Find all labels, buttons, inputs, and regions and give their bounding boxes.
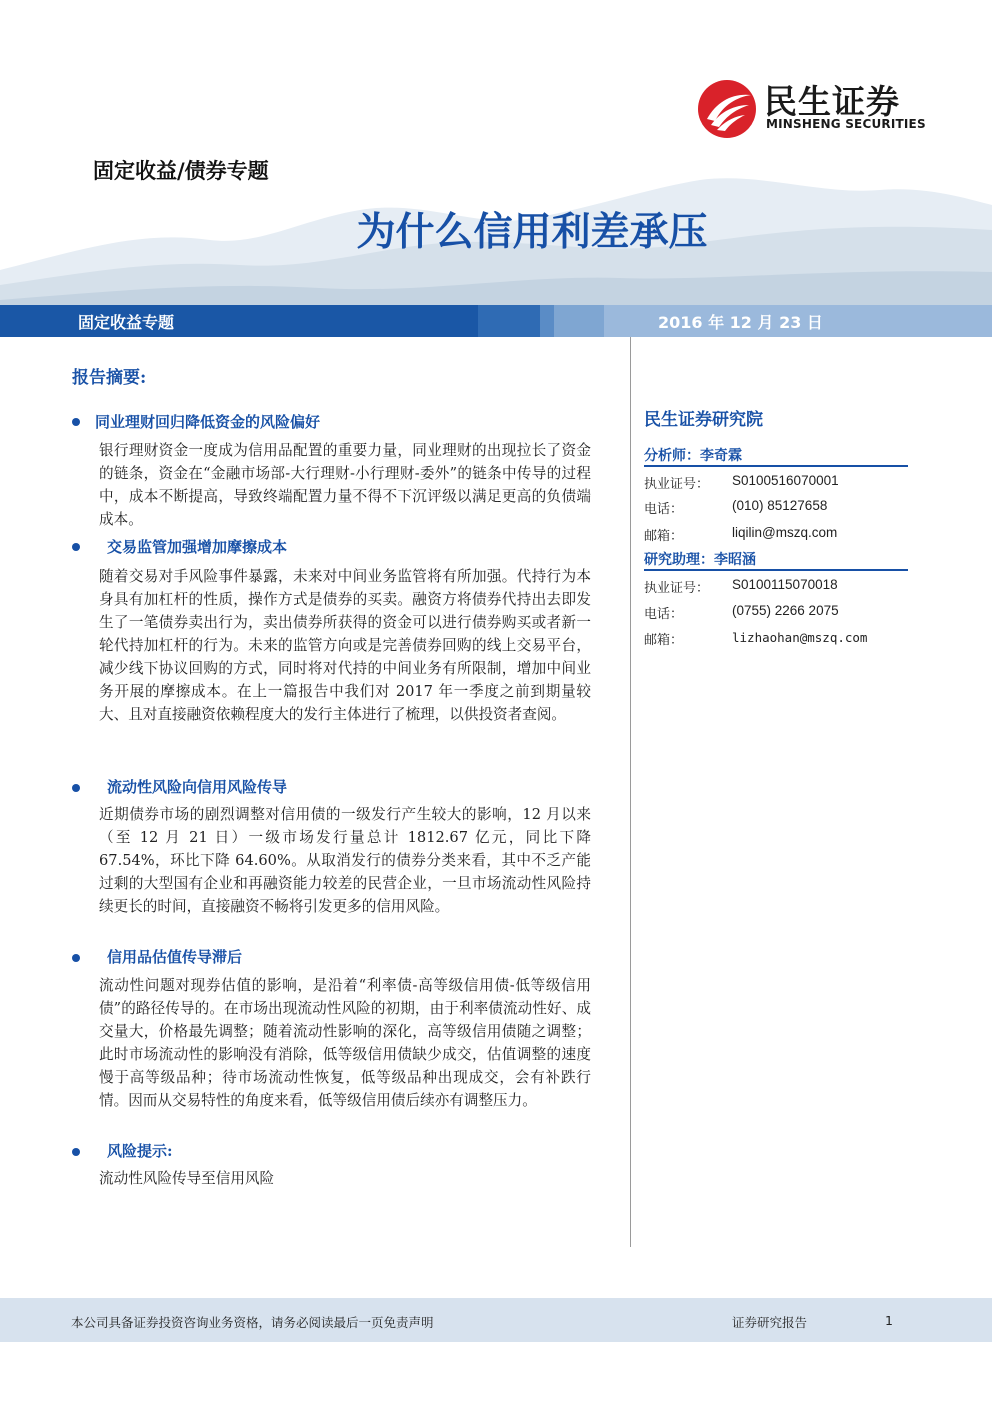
section-title: 交易监管加强增加摩擦成本 xyxy=(107,538,288,556)
institute-name: 民生证券研究院 xyxy=(644,410,763,430)
band-label: 固定收益专题 xyxy=(78,313,175,332)
report-category: 固定收益/债券专题 xyxy=(93,158,269,183)
section-title: 信用品估值传导滞后 xyxy=(107,948,243,966)
column-divider xyxy=(630,337,631,1247)
bullet-icon xyxy=(72,543,80,551)
section-title: 流动性风险向信用风险传导 xyxy=(107,778,288,796)
section-title: 同业理财回归降低资金的风险偏好 xyxy=(95,413,321,431)
minsheng-logo-icon xyxy=(697,79,757,139)
analyst-phone: (010) 85127658 xyxy=(732,498,828,513)
page-number: 1 xyxy=(885,1313,893,1328)
bullet-icon xyxy=(72,418,80,426)
report-title: 为什么信用利差承压 xyxy=(356,210,708,255)
phone-label: 电话： xyxy=(644,607,684,622)
section-body: 流动性问题对现券估值的影响，是沿着“利率债-高等级信用债-低等级信用债”的路径传导的。在市场出现流动性风险的初期，由于利率债流动性好、成交量大，价格最先调整；随着流动性影响的深化，高等级信用债随之调整；此时市场流动性的影响没有消除，低等级信用债缺少成交，估值调整的速度慢于高等级品种；待市场流动性恢复，低等级品种出现成交，会有补跌行情。因而从交易特性的角度来看，低等级信用债后续亦有调整压力。 xyxy=(99,977,591,1109)
section-title: 风险提示: xyxy=(107,1142,173,1160)
assistant-email[interactable]: lizhaohan@mszq.com xyxy=(732,630,868,645)
logo-english-name: MINSHENG SECURITIES xyxy=(766,117,926,131)
assistant-cert: S0100115070018 xyxy=(732,577,838,592)
footer-disclaimer: 本公司具备证券投资咨询业务资格，请务必阅读最后一页免责声明 xyxy=(71,1315,434,1330)
footer-report-type: 证券研究报告 xyxy=(732,1315,808,1330)
section-body: 银行理财资金一度成为信用品配置的重要力量，同业理财的出现拉长了资金的链条，资金在“金融市场部-大行理财-小行理财-委外”的链条中传导的过程中，成本不断提高，导致终端配置力量不得不下沉评级以满足更高的负债端成本。 xyxy=(99,442,591,528)
report-date: 2016 年 12 月 23 日 xyxy=(658,313,823,332)
section-body: 近期债券市场的剧烈调整对信用债的一级发行产生较大的影响，12 月以来（至 12 月 21 日）一级市场发行量总计 1812.67 亿元，同比下降 67.54%，环比下降 64.60%。从取消发行的债券分类来看，其中不乏产能过剩的大型国有企业和再融资能力较差的民营企业，一旦市场流动性风险持续更长的时间，直接融资不畅将引发更多的信用风险。 xyxy=(99,806,591,915)
bullet-icon xyxy=(72,1148,80,1156)
cert-label: 执业证号： xyxy=(644,581,710,596)
phone-label: 电话： xyxy=(644,502,684,517)
analyst-title: 分析师：李奇霖 xyxy=(644,448,742,464)
bullet-icon xyxy=(72,954,80,962)
bullet-icon xyxy=(72,784,80,792)
divider xyxy=(644,569,908,571)
section-body: 随着交易对手风险事件暴露，未来对中间业务监管将有所加强。代持行为本身具有加杠杆的性质，操作方式是债券的买卖。融资方将债券代持出去即发生了一笔债券卖出行为，卖出债券所获得的资金可以进行债券购买或者新一轮代持加杠杆的行为。未来的监管方向或是完善债券回购的线上交易平台，减少线下协议回购的方式，同时将对代持的中间业务有所限制，增加中间业务开展的摩擦成本。在上一篇报告中我们对 2017 年一季度之前到期量较大、且对直接融资依赖程度大的发行主体进行了梳理，以供投资者查阅。 xyxy=(99,568,591,723)
cert-label: 执业证号： xyxy=(644,477,710,492)
section-body: 流动性风险传导至信用风险 xyxy=(99,1170,275,1187)
analyst-cert: S0100516070001 xyxy=(732,473,839,488)
email-label: 邮箱： xyxy=(644,529,684,544)
summary-heading: 报告摘要: xyxy=(72,368,147,388)
analyst-email[interactable]: liqilin@mszq.com xyxy=(732,525,838,540)
assistant-phone: (0755) 2266 2075 xyxy=(732,603,839,618)
email-label: 邮箱： xyxy=(644,633,684,648)
assistant-title: 研究助理：李昭涵 xyxy=(644,552,756,568)
divider xyxy=(644,465,908,467)
logo-chinese-name: 民生证券 xyxy=(764,82,900,121)
